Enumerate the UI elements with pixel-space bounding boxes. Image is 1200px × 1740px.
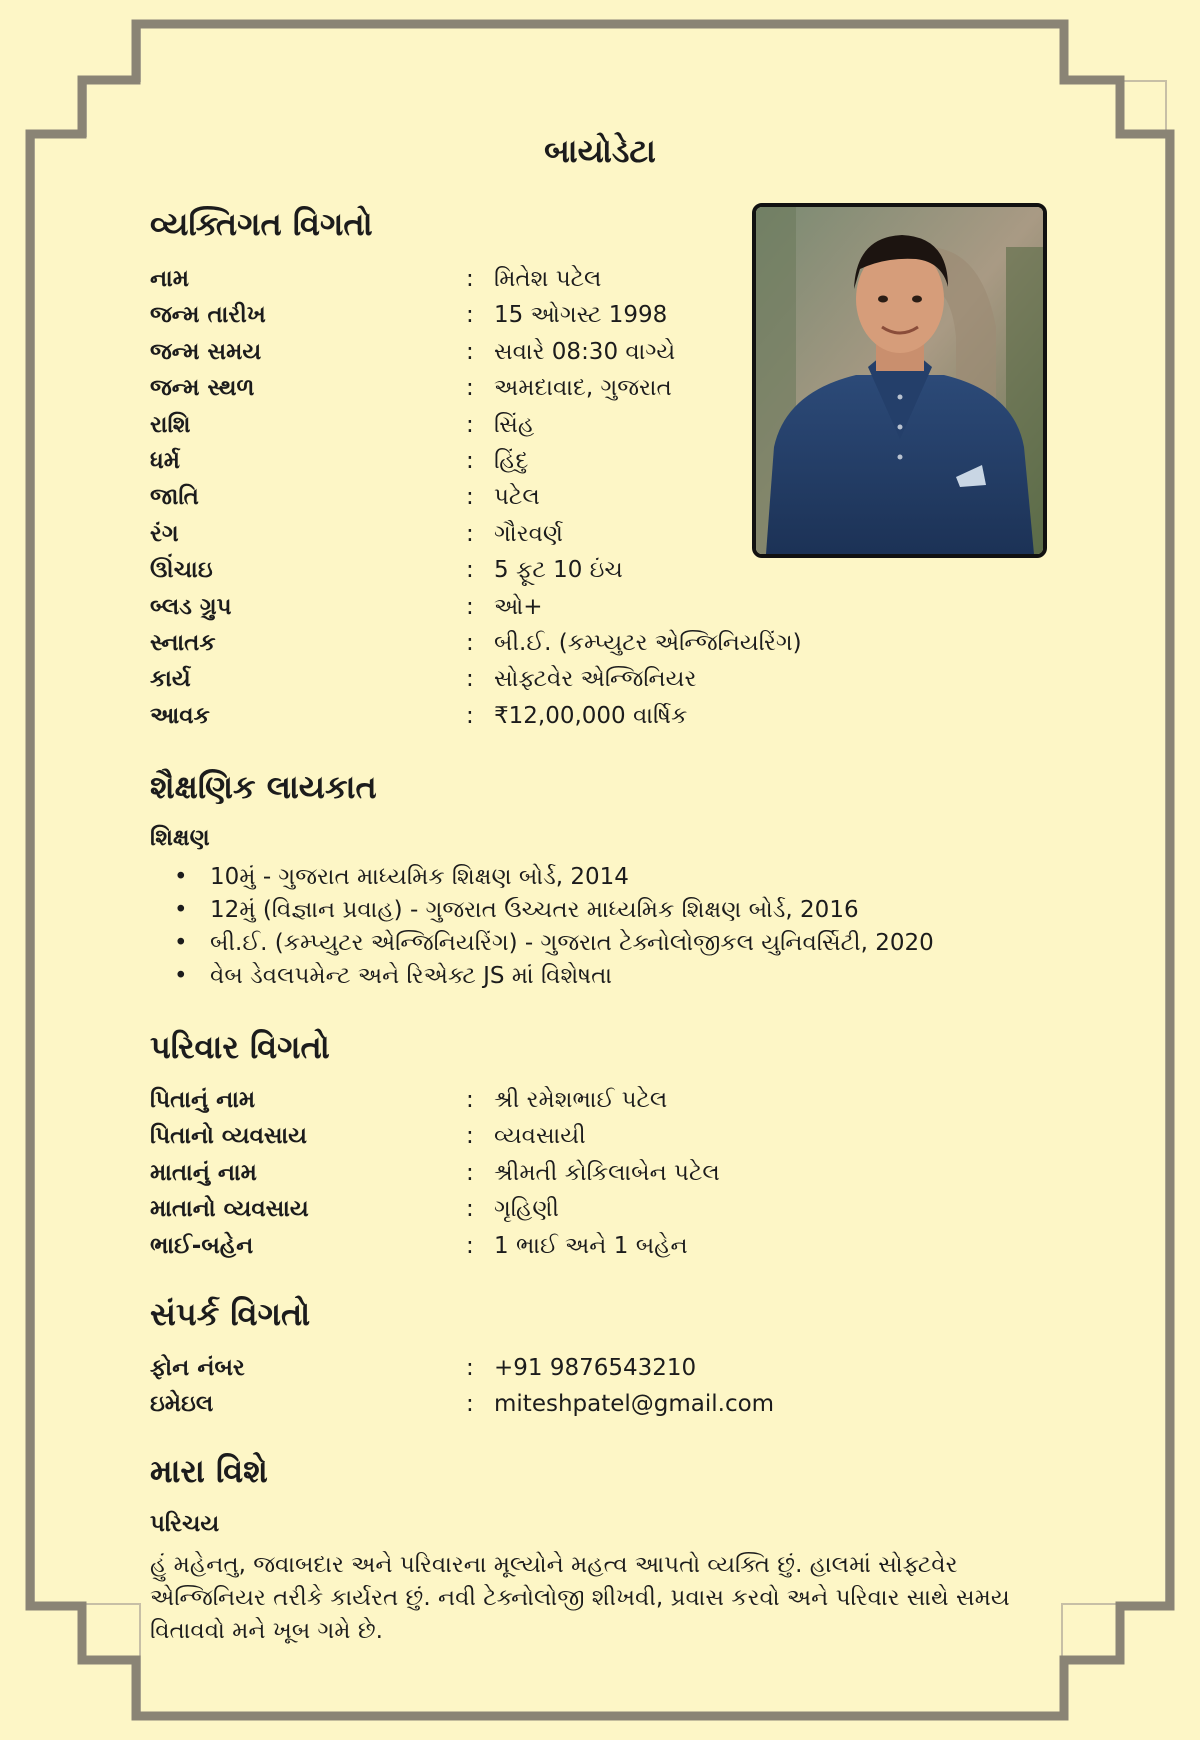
field-label: જાતિ [150,484,199,511]
colon-separator: : [466,520,474,547]
colon-separator: : [466,447,474,474]
field-label: ફોન નંબર [150,1355,245,1381]
field-label: પિતાનું નામ [150,1087,256,1113]
field-label: માતાનું નામ [150,1159,257,1186]
colon-separator: : [466,1087,474,1113]
field-value: +91 9876543210 [494,1355,697,1381]
field-value: સવારે 08:30 વાગ્યે [494,338,676,365]
family-detail-row [150,1082,870,1118]
field-label: કાર્ય [150,666,191,693]
field-label: જન્મ તારીખ [150,302,266,329]
field-label: રંગ [150,520,179,547]
contact-details-heading: સંપર્ક વિગતો [150,1295,311,1333]
colon-separator: : [466,1391,474,1418]
bullet-icon: • [174,930,188,956]
field-value: ઓ+ [494,593,543,620]
field-label: નામ [150,266,190,292]
education-item [150,894,934,927]
personal-details-heading: વ્યક્તિગત વિગતો [150,205,373,243]
field-value: miteshpatel@gmail.com [494,1391,775,1418]
introduction-subheading: પરિચય [150,1511,220,1537]
colon-separator: : [466,1159,474,1186]
field-value: સોફ્ટવેર એન્જિનિયર [494,666,697,693]
family-details-list [150,1082,870,1264]
colon-separator: : [466,702,474,729]
education-heading: શૈક્ષણિક લાયકાત [150,768,377,806]
family-detail-row [150,1191,870,1227]
profile-photo [752,203,1047,558]
introduction-text: હું મહેનતુ, જવાબદાર અને પરિવારના મૂલ્યોને મહત્વ આપતો વ્યક્તિ છું. હાલમાં સોફ્ટવેર એન્જિનિયર તરીકે કાર્યરત છું. નવી ટેક્નોલોજી શીખવી, પ્રવાસ કરવો અને પરિવાર સાથે સમય વિતાવવો મને ખૂબ ગમે છે. [150,1552,1010,1644]
field-value: શ્રી રમેશભાઈ પટેલ [494,1087,668,1113]
field-label: રાશિ [150,411,191,438]
field-value: 5 ફૂટ 10 ઇંચ [494,557,623,584]
field-value: 1 ભાઈ અને 1 બહેન [494,1232,688,1259]
contact-details-list [150,1350,870,1423]
field-value: ગૌરવર્ણ [494,520,563,547]
family-details-heading: પરિવાર વિગતો [150,1028,330,1066]
field-value: મિતેશ પટેલ [494,266,602,292]
colon-separator: : [466,1196,474,1223]
field-label: માતાનો વ્યવસાય [150,1196,309,1223]
education-item [150,861,934,894]
family-detail-row [150,1155,870,1191]
field-label: જન્મ સમય [150,338,262,365]
family-detail-row [150,1118,870,1154]
colon-separator: : [466,1355,474,1381]
education-list [150,861,934,993]
field-label: બ્લડ ગ્રુપ [150,593,232,620]
field-label: સ્નાતક [150,629,216,656]
education-item [150,927,934,960]
field-label: પિતાનો વ્યવસાય [150,1123,308,1150]
family-detail-row [150,1228,870,1264]
education-item-text: વેબ ડેવલપમેન્ટ અને રિએક્ટ JS માં વિશેષતા [210,963,612,989]
education-item-text: 12મું (વિજ્ઞાન પ્રવાહ) - ગુજરાત ઉચ્ચતર માધ્યમિક શિક્ષણ બોર્ડ, 2016 [210,897,859,923]
colon-separator: : [466,266,474,292]
field-value: વ્યવસાયી [494,1123,586,1150]
field-label: ધર્મ [150,447,181,474]
colon-separator: : [466,629,474,656]
bullet-icon: • [174,864,188,890]
colon-separator: : [466,666,474,693]
field-value: શ્રીમતી કોકિલાબેન પટેલ [494,1159,720,1186]
colon-separator: : [466,375,474,402]
colon-separator: : [466,1123,474,1150]
field-label: આવક [150,702,210,729]
colon-separator: : [466,302,474,329]
field-value: પટેલ [494,484,540,511]
colon-separator: : [466,411,474,438]
personal-detail-row [150,589,870,625]
education-item-text: 10મું - ગુજરાત માધ્યમિક શિક્ષણ બોર્ડ, 2014 [210,864,629,890]
field-value: ગૃહિણી [494,1196,559,1223]
field-value: બી.ઈ. (કમ્પ્યુટર એન્જિનિયરિંગ) [494,629,802,656]
colon-separator: : [466,338,474,365]
education-item [150,960,934,993]
field-label: ઊંચાઇ [150,557,213,584]
education-subheading: શિક્ષણ [150,825,210,851]
field-label: જન્મ સ્થળ [150,375,255,402]
colon-separator: : [466,484,474,511]
personal-detail-row [150,625,870,661]
bullet-icon: • [174,897,188,923]
field-value: ₹12,00,000 વાર્ષિક [494,702,688,729]
personal-detail-row [150,661,870,697]
contact-detail-row [150,1386,870,1422]
colon-separator: : [466,593,474,620]
about-me-heading: મારા વિશે [150,1452,268,1490]
field-value: અમદાવાદ, ગુજરાત [494,375,672,402]
field-value: 15 ઓગસ્ટ 1998 [494,302,668,329]
bullet-icon: • [174,963,188,989]
contact-detail-row [150,1350,870,1386]
field-value: હિંદુ [494,447,529,474]
colon-separator: : [466,557,474,584]
personal-detail-row [150,698,870,734]
field-label: ઇમેઇલ [150,1391,214,1418]
page-title: બાયોડેટા [544,132,656,170]
field-label: ભાઈ-બહેન [150,1232,254,1259]
field-value: સિંહ [494,411,535,438]
colon-separator: : [466,1232,474,1259]
education-item-text: બી.ઈ. (કમ્પ્યુટર એન્જિનિયરિંગ) - ગુજરાત ટેક્નોલોજીકલ યુનિવર્સિટી, 2020 [210,930,934,956]
